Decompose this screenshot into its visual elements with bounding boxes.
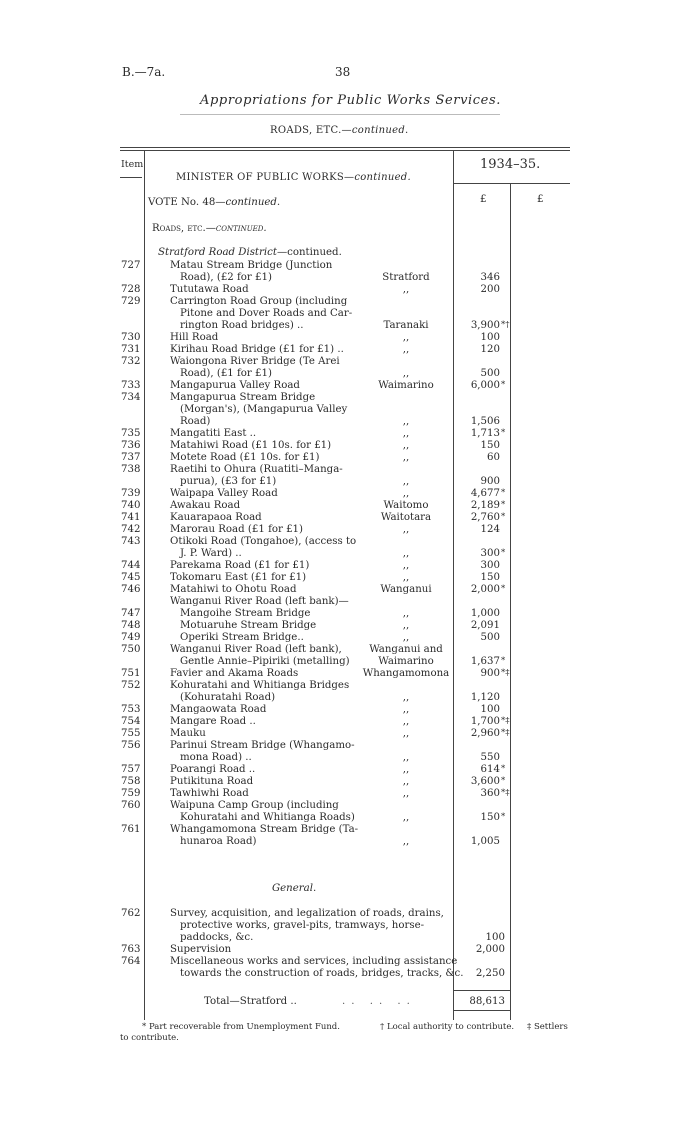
footnote-settlers: ‡ Settlers <box>527 1022 568 1032</box>
row-locality: Wanganui and <box>369 644 443 655</box>
row-locality: Stratford <box>382 272 430 283</box>
item-number: 727 <box>121 260 141 271</box>
item-number: 758 <box>121 776 141 787</box>
row-locality: ,, <box>402 428 410 439</box>
row-description: Supervision <box>170 944 232 955</box>
item-number: 736 <box>121 440 141 451</box>
item-number: 763 <box>121 944 141 955</box>
row-description: towards the construction of roads, bridges, tracks, &c. <box>180 968 464 979</box>
item-number: 741 <box>121 512 141 523</box>
row-locality: ,, <box>402 548 410 559</box>
row-locality: ,, <box>402 776 410 787</box>
item-number: 757 <box>121 764 141 775</box>
row-amount: 500 <box>480 632 500 643</box>
row-locality: Whangamomona <box>362 668 450 679</box>
row-amount-marker: * <box>501 428 506 438</box>
row-amount: 124 <box>480 524 500 535</box>
row-amount: 1,005 <box>470 836 500 847</box>
row-description: Putikituna Road <box>170 776 254 787</box>
row-amount: 550 <box>480 752 500 763</box>
roads-heading: Roads, etc.—continued. <box>152 223 267 234</box>
row-amount-marker: *‡ <box>501 668 510 678</box>
row-description: Motete Road (£1 10s. for £1) <box>170 452 320 463</box>
row-amount: 300 <box>480 560 500 571</box>
item-number: 740 <box>121 500 141 511</box>
total-label: Total—Stratford .. <box>204 996 297 1007</box>
row-description: Mangaowata Road <box>170 704 267 715</box>
row-locality: ,, <box>402 620 410 631</box>
row-description: Waiongona River Bridge (Te Arei <box>170 356 340 367</box>
row-locality: ,, <box>402 716 410 727</box>
row-amount: 120 <box>480 344 500 355</box>
row-locality: ,, <box>402 332 410 343</box>
row-description: Mangoihe Stream Bridge <box>180 608 311 619</box>
item-number: 750 <box>121 644 141 655</box>
item-number: 739 <box>121 488 141 499</box>
row-description: Wanganui River Road (left bank)— <box>170 596 349 607</box>
row-description: (Morgan's), (Mangapurua Valley <box>180 404 348 415</box>
row-description: Road), (£2 for £1) <box>180 272 272 283</box>
item-number: 760 <box>121 800 141 811</box>
footnote-unemployment: * Part recoverable from Unemployment Fund. <box>142 1022 340 1032</box>
row-locality: Taranaki <box>383 320 429 331</box>
item-number: 743 <box>121 536 141 547</box>
vote-heading: VOTE No. 48—continued. <box>148 197 281 208</box>
row-amount-marker: * <box>501 584 506 594</box>
row-amount-marker: * <box>501 776 506 786</box>
row-amount: 2,091 <box>470 620 500 631</box>
row-description: Tututawa Road <box>170 284 249 295</box>
row-description: Mangapurua Valley Road <box>170 380 300 391</box>
row-locality: ,, <box>402 368 410 379</box>
row-description: Tawhiwhi Road <box>170 788 249 799</box>
row-locality: ,, <box>402 812 410 823</box>
row-amount: 2,960 <box>470 728 500 739</box>
row-description: Waipapa Valley Road <box>170 488 278 499</box>
item-number: 742 <box>121 524 141 535</box>
row-description: Operiki Stream Bridge.. <box>180 632 304 643</box>
item-number: 761 <box>121 824 141 835</box>
item-number: 734 <box>121 392 141 403</box>
row-amount-marker: * <box>501 764 506 774</box>
row-amount: 346 <box>480 272 500 283</box>
row-description: Matahiwi to Ohotu Road <box>170 584 297 595</box>
row-description: J. P. Ward) .. <box>180 548 242 559</box>
row-description: Motuaruhe Stream Bridge <box>180 620 317 631</box>
row-amount-marker: *‡ <box>501 716 510 726</box>
row-amount: 100 <box>480 704 500 715</box>
footnote-settlers-continued: to contribute. <box>120 1033 179 1043</box>
row-amount: 300 <box>480 548 500 559</box>
row-amount: 360 <box>480 788 500 799</box>
row-amount: 150 <box>480 440 500 451</box>
row-locality: ,, <box>402 476 410 487</box>
row-description: hunaroa Road) <box>180 836 257 847</box>
row-description: Wanganui River Road (left bank), <box>170 644 342 655</box>
row-amount: 500 <box>480 368 500 379</box>
row-amount: 1,700 <box>470 716 500 727</box>
document-reference: B.—7a. <box>122 65 166 79</box>
row-description: Road), (£1 for £1) <box>180 368 272 379</box>
page-number: 38 <box>335 65 351 79</box>
row-description: Poarangi Road .. <box>170 764 256 775</box>
row-locality: ,, <box>402 836 410 847</box>
section-subtitle: ROADS, ETC.—continued. <box>270 125 409 136</box>
row-amount-marker: *‡ <box>501 788 510 798</box>
row-locality: ,, <box>402 692 410 703</box>
row-amount: 1,637 <box>470 656 500 667</box>
row-description: Parinui Stream Bridge (Whangamo- <box>170 740 355 751</box>
row-locality: ,, <box>402 728 410 739</box>
item-number: 764 <box>121 956 141 967</box>
row-locality: ,, <box>402 284 410 295</box>
row-description: Kauarapaoa Road <box>170 512 262 523</box>
row-description: paddocks, &c. <box>180 932 254 943</box>
item-number: 749 <box>121 632 141 643</box>
row-amount: 2,000 <box>475 944 505 955</box>
item-number: 731 <box>121 344 141 355</box>
row-locality: ,, <box>402 452 410 463</box>
row-locality: Waimarino <box>378 656 434 667</box>
row-description: Kirihau Road Bridge (£1 for £1) .. <box>170 344 344 355</box>
item-number: 732 <box>121 356 141 367</box>
row-amount: 2,189 <box>470 500 500 511</box>
item-number: 737 <box>121 452 141 463</box>
row-description: Mangapurua Stream Bridge <box>170 392 316 403</box>
row-description: Mangatiti East .. <box>170 428 257 439</box>
row-description: Gentle Annie–Pipiriki (metalling) <box>180 656 350 667</box>
row-description: mona Road) .. <box>180 752 252 763</box>
row-amount: 2,760 <box>470 512 500 523</box>
row-amount: 2,250 <box>475 968 505 979</box>
row-amount-marker: * <box>501 500 506 510</box>
row-description: Favier and Akama Roads <box>170 668 299 679</box>
item-number: 747 <box>121 608 141 619</box>
row-locality: ,, <box>402 764 410 775</box>
item-number: 744 <box>121 560 141 571</box>
column-header-item: Item <box>121 159 144 170</box>
district-heading: Stratford Road District—continued. <box>158 247 342 258</box>
footnote-local-authority: † Local authority to contribute. <box>380 1022 515 1032</box>
row-amount: 3,900 <box>470 320 500 331</box>
row-description: Hill Road <box>170 332 219 343</box>
total-amount: 88,613 <box>469 996 505 1007</box>
row-amount-marker: * <box>501 488 506 498</box>
row-locality: Waitotara <box>380 512 432 523</box>
row-description: Kohuratahi and Whitianga Bridges <box>170 680 350 691</box>
row-description: Otikoki Road (Tongahoe), (access to <box>170 536 357 547</box>
row-locality: ,, <box>402 416 410 427</box>
row-amount: 1,120 <box>470 692 500 703</box>
item-number: 748 <box>121 620 141 631</box>
row-description: Marorau Road (£1 for £1) <box>170 524 304 535</box>
item-number: 751 <box>121 668 141 679</box>
row-amount-marker: *‡ <box>501 728 510 738</box>
pound-symbol-2: £ <box>537 194 544 205</box>
row-amount: 1,000 <box>470 608 500 619</box>
row-description: Parekama Road (£1 for £1) <box>170 560 310 571</box>
item-number: 756 <box>121 740 141 751</box>
row-description: (Kohuratahi Road) <box>180 692 276 703</box>
row-description: Whangamomona Stream Bridge (Ta- <box>170 824 359 835</box>
item-number: 738 <box>121 464 141 475</box>
item-number: 754 <box>121 716 141 727</box>
row-description: Tokomaru East (£1 for £1) <box>170 572 307 583</box>
row-locality: ,, <box>402 440 410 451</box>
row-description: Survey, acquisition, and legalization of roads, drains, <box>170 908 444 919</box>
item-number: 735 <box>121 428 141 439</box>
row-amount-marker: * <box>501 656 506 666</box>
row-locality: ,, <box>402 344 410 355</box>
row-description: purua), (£3 for £1) <box>180 476 277 487</box>
row-amount-marker: * <box>501 548 506 558</box>
row-amount: 900 <box>480 476 500 487</box>
row-description: Miscellaneous works and services, including assistance <box>170 956 458 967</box>
row-description: Matahiwi Road (£1 10s. for £1) <box>170 440 332 451</box>
row-locality: ,, <box>402 560 410 571</box>
item-number: 762 <box>121 908 141 919</box>
item-number: 755 <box>121 728 141 739</box>
row-locality: ,, <box>402 488 410 499</box>
general-heading: General. <box>272 883 317 894</box>
row-description: Waipuna Camp Group (including <box>170 800 339 811</box>
row-amount: 614 <box>480 764 500 775</box>
row-description: Pitone and Dover Roads and Car- <box>180 308 353 319</box>
pound-symbol-1: £ <box>480 194 487 205</box>
row-description: Awakau Road <box>170 500 241 511</box>
row-amount-marker: *† <box>501 320 510 330</box>
row-amount: 2,000 <box>470 584 500 595</box>
row-amount: 60 <box>487 452 500 463</box>
row-locality: ,, <box>402 608 410 619</box>
page-title: Appropriations for Public Works Services. <box>200 93 501 108</box>
row-locality: ,, <box>402 752 410 763</box>
minister-heading: MINISTER OF PUBLIC WORKS—continued. <box>176 172 411 183</box>
row-amount: 1,713 <box>470 428 500 439</box>
item-number: 745 <box>121 572 141 583</box>
row-amount: 900 <box>480 668 500 679</box>
row-locality: Waimarino <box>378 380 434 391</box>
row-amount: 100 <box>480 332 500 343</box>
item-number: 746 <box>121 584 141 595</box>
total-leader: .. .. .. <box>342 996 416 1007</box>
row-description: rington Road bridges) .. <box>180 320 304 331</box>
row-description: Road) <box>180 416 211 427</box>
row-description: Raetihi to Ohura (Ruatiti–Manga- <box>170 464 343 475</box>
item-number: 730 <box>121 332 141 343</box>
row-amount: 100 <box>485 932 505 943</box>
column-header-year: 1934–35. <box>480 157 541 172</box>
row-amount: 6,000 <box>470 380 500 391</box>
row-amount-marker: * <box>501 812 506 822</box>
row-description: Matau Stream Bridge (Junction <box>170 260 333 271</box>
row-amount-marker: * <box>501 512 506 522</box>
row-amount-marker: * <box>501 380 506 390</box>
row-locality: ,, <box>402 572 410 583</box>
row-amount: 150 <box>480 572 500 583</box>
row-amount: 3,600 <box>470 776 500 787</box>
row-locality: Waitomo <box>383 500 429 511</box>
row-description: Mangare Road .. <box>170 716 256 727</box>
item-number: 733 <box>121 380 141 391</box>
row-locality: Wanganui <box>380 584 432 595</box>
row-amount: 200 <box>480 284 500 295</box>
item-number: 728 <box>121 284 141 295</box>
row-description: Kohuratahi and Whitianga Roads) <box>180 812 355 823</box>
row-locality: ,, <box>402 524 410 535</box>
row-description: Mauku <box>170 728 206 739</box>
row-amount: 150 <box>480 812 500 823</box>
item-number: 729 <box>121 296 141 307</box>
row-description: protective works, gravel-pits, tramways, horse- <box>180 920 425 931</box>
row-locality: ,, <box>402 704 410 715</box>
row-locality: ,, <box>402 788 410 799</box>
item-number: 753 <box>121 704 141 715</box>
row-description: Carrington Road Group (including <box>170 296 348 307</box>
row-amount: 4,677 <box>470 488 500 499</box>
item-number: 752 <box>121 680 141 691</box>
row-locality: ,, <box>402 632 410 643</box>
row-amount: 1,506 <box>470 416 500 427</box>
item-number: 759 <box>121 788 141 799</box>
